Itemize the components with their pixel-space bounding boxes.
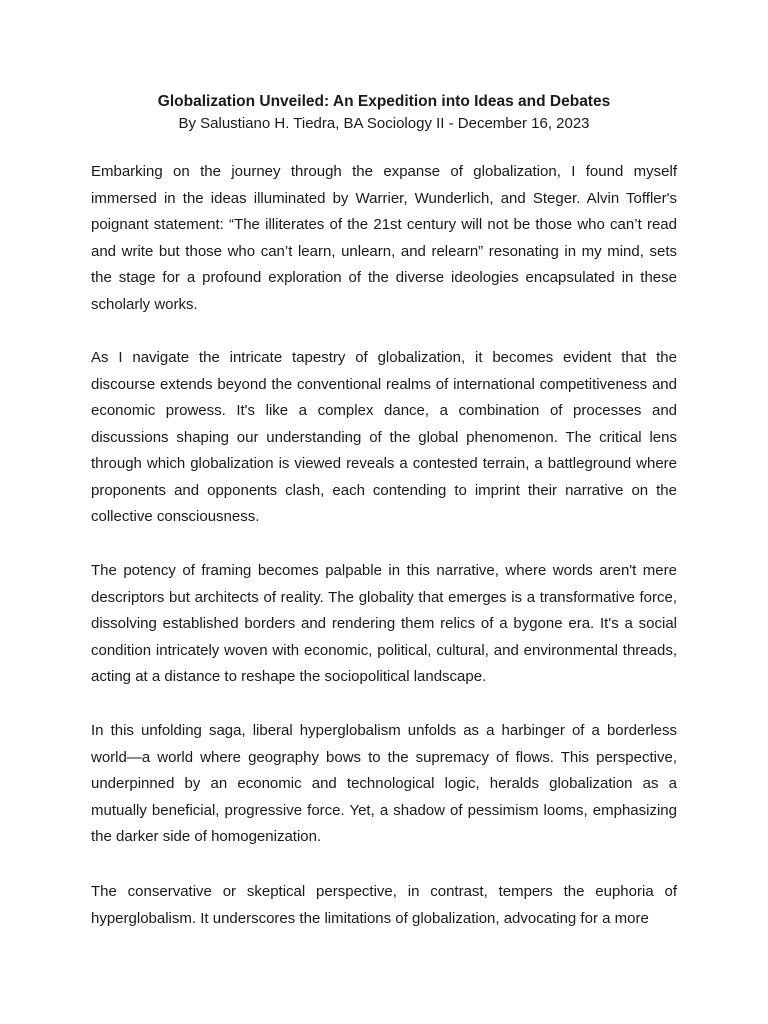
paragraph: Embarking on the journey through the expanse of globalization, I found myself immersed in the ideas illuminated by Warrier, Wunderlich, and Steger. Alvin Toffler's poignant statement: “The illiterates of the 21st century will not be those who can’t read and write but those who can’t learn, unlearn, and relearn” resonating in my mind, sets the stage for a profound exploration of the diverse ideologies encapsulated in these scholarly works. xyxy=(91,163,677,313)
paragraph: The conservative or skeptical perspective, in contrast, tempers the euphoria of hyperglobalism. It underscores the limitations of globalization, advocating for a more xyxy=(91,883,677,927)
paragraph: In this unfolding saga, liberal hyperglobalism unfolds as a harbinger of a borderless world—a world where geography bows to the supremacy of flows. This perspective, underpinned by an economic and technological logic, heralds globalization as a mutually beneficial, progressive force. Yet, a shadow of pessimism looms, emphasizing the darker side of homogenization. xyxy=(91,722,677,845)
paragraph: The potency of framing becomes palpable in this narrative, where words aren't mere descriptors but architects of reality. The globality that emerges is a transformative force, dissolving established borders and rendering them relics of a bygone era. It's a social condition intricately woven with economic, political, cultural, and environmental threads, acting at a distance to reshape the sociopolitical landscape. xyxy=(91,562,677,685)
paragraph: As I navigate the intricate tapestry of globalization, it becomes evident that the discourse extends beyond the conventional realms of international competitiveness and economic prowess. It's like a complex dance, a combination of processes and discussions shaping our understanding of the global phenomenon. The critical lens through which globalization is viewed reveals a contested terrain, a battleground where proponents and opponents clash, each contending to imprint their narrative on the collective consciousness. xyxy=(91,349,677,525)
document-title: Globalization Unveiled: An Expedition into Ideas and Debates xyxy=(157,93,611,110)
document-byline: By Salustiano H. Tiedra, BA Sociology II - December 16, 2023 xyxy=(178,115,590,132)
